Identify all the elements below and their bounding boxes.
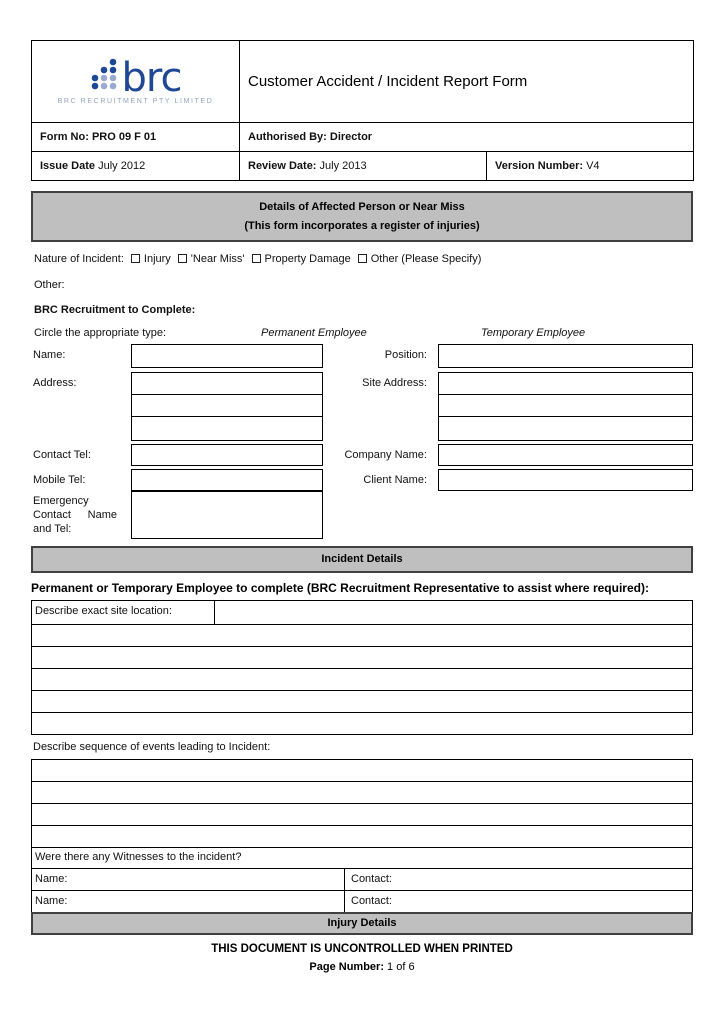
logo-cell bbox=[32, 41, 240, 123]
checkbox-near-miss[interactable] bbox=[178, 254, 187, 263]
checkbox-property-damage[interactable] bbox=[252, 254, 261, 263]
incident-instruction: Permanent or Temporary Employee to complete (BRC Recruitment Representative to assist where required): bbox=[31, 581, 649, 595]
issue-date-label: Issue Date bbox=[40, 160, 96, 172]
report-form-page bbox=[31, 40, 693, 973]
option-near-miss-label: 'Near Miss' bbox=[190, 253, 245, 265]
site-location-line-1[interactable] bbox=[31, 624, 693, 647]
circle-type-row bbox=[31, 325, 693, 341]
sequence-witness-table bbox=[31, 759, 693, 935]
version-number-value: V4 bbox=[586, 160, 600, 172]
authorised-by-label: Authorised By: bbox=[248, 131, 327, 143]
issue-date-cell bbox=[32, 152, 240, 181]
header-table bbox=[31, 40, 694, 181]
option-property-damage-label: Property Damage bbox=[264, 253, 351, 265]
address-input[interactable] bbox=[131, 372, 323, 441]
person-details-fields bbox=[31, 344, 693, 542]
sequence-line-4[interactable] bbox=[31, 825, 693, 848]
option-temporary-employee[interactable]: Temporary Employee bbox=[481, 327, 586, 339]
name-input[interactable] bbox=[131, 344, 323, 368]
witness-row-2 bbox=[31, 890, 693, 913]
affected-person-banner bbox=[31, 191, 693, 242]
witness-2-name-input[interactable]: Name: bbox=[32, 891, 345, 912]
site-address-line-3[interactable] bbox=[439, 417, 692, 438]
emergency-contact-label: Emergency Contact Name and Tel: bbox=[33, 495, 117, 535]
affected-person-banner-line1: Details of Affected Person or Near Miss bbox=[259, 201, 465, 213]
mobile-tel-label: Mobile Tel: bbox=[33, 474, 86, 486]
contact-tel-input[interactable] bbox=[131, 444, 323, 466]
page-number-value: 1 of 6 bbox=[387, 961, 415, 973]
brc-logo bbox=[58, 57, 214, 105]
site-location-table bbox=[31, 600, 693, 735]
site-address-line-2[interactable] bbox=[439, 395, 692, 417]
contact-tel-label: Contact Tel: bbox=[33, 449, 91, 461]
nature-of-incident-row bbox=[31, 251, 693, 267]
review-date-value: July 2013 bbox=[319, 160, 367, 172]
address-line-3[interactable] bbox=[132, 417, 322, 438]
page-footer bbox=[31, 943, 693, 973]
client-name-input[interactable] bbox=[438, 469, 693, 491]
affected-person-banner-line2: (This form incorporates a register of injuries) bbox=[244, 220, 480, 232]
witness-1-contact-input[interactable]: Contact: bbox=[351, 873, 392, 885]
company-name-label: Company Name: bbox=[344, 449, 427, 461]
sequence-line-1[interactable] bbox=[31, 759, 693, 782]
checkbox-other[interactable] bbox=[358, 254, 367, 263]
form-title: Customer Accident / Incident Report Form bbox=[240, 41, 694, 123]
form-no-value: PRO 09 F 01 bbox=[91, 131, 157, 143]
review-date-cell bbox=[240, 152, 487, 181]
site-location-line-5[interactable] bbox=[31, 712, 693, 735]
authorised-by-value: Director bbox=[329, 131, 373, 143]
witness-1-name-input[interactable]: Name: bbox=[32, 869, 345, 890]
version-number-label: Version Number: bbox=[495, 160, 584, 172]
address-line-1[interactable] bbox=[132, 373, 322, 395]
brc-logo-tagline: BRC RECRUITMENT PTY LIMITED bbox=[57, 98, 214, 105]
review-date-label: Review Date: bbox=[248, 160, 317, 172]
injury-details-banner: Injury Details bbox=[31, 912, 693, 935]
brc-logo-dots-icon bbox=[90, 57, 120, 95]
sequence-of-events-label: Describe sequence of events leading to Incident: bbox=[33, 741, 271, 753]
name-label: Name: bbox=[33, 349, 66, 361]
sequence-line-2[interactable] bbox=[31, 781, 693, 804]
site-location-row bbox=[31, 600, 693, 625]
site-address-line-1[interactable] bbox=[439, 373, 692, 395]
witness-2-contact-input[interactable]: Contact: bbox=[351, 895, 392, 907]
witness-row-1 bbox=[31, 868, 693, 891]
nature-of-incident-label: Nature of Incident: bbox=[34, 253, 124, 265]
mobile-tel-input[interactable] bbox=[131, 469, 323, 491]
brc-to-complete-heading: BRC Recruitment to Complete: bbox=[34, 304, 196, 316]
address-label: Address: bbox=[33, 377, 77, 389]
option-permanent-employee[interactable]: Permanent Employee bbox=[261, 327, 367, 339]
version-number-cell bbox=[487, 152, 694, 181]
site-address-input[interactable] bbox=[438, 372, 693, 441]
page-number-label: Page Number: bbox=[309, 961, 384, 973]
incident-details-banner: Incident Details bbox=[31, 546, 693, 573]
checkbox-injury[interactable] bbox=[131, 254, 140, 263]
emergency-contact-input[interactable] bbox=[131, 491, 323, 539]
uncontrolled-notice: THIS DOCUMENT IS UNCONTROLLED WHEN PRINTED bbox=[211, 943, 513, 955]
site-location-line-4[interactable] bbox=[31, 690, 693, 713]
client-name-label: Client Name: bbox=[363, 474, 427, 486]
circle-type-label: Circle the appropriate type: bbox=[34, 327, 167, 339]
form-no-label: Form No: bbox=[40, 131, 89, 143]
option-injury-label: Injury bbox=[143, 253, 171, 265]
sequence-line-3[interactable] bbox=[31, 803, 693, 826]
page-number-line bbox=[31, 961, 693, 973]
position-input[interactable] bbox=[438, 344, 693, 368]
site-address-label: Site Address: bbox=[362, 377, 427, 389]
position-label: Position: bbox=[384, 349, 427, 361]
company-name-input[interactable] bbox=[438, 444, 693, 466]
site-location-label: Describe exact site location: bbox=[32, 601, 215, 624]
other-specify-line[interactable]: Other: bbox=[34, 279, 65, 291]
option-other-label: Other (Please Specify) bbox=[370, 253, 482, 265]
site-location-line-2[interactable] bbox=[31, 646, 693, 669]
site-location-input[interactable] bbox=[215, 601, 692, 624]
witness-question-row: Were there any Witnesses to the incident? bbox=[31, 847, 693, 869]
address-line-2[interactable] bbox=[132, 395, 322, 417]
site-location-line-3[interactable] bbox=[31, 668, 693, 691]
authorised-by-cell bbox=[240, 123, 694, 152]
brc-logo-wordmark: brc bbox=[121, 55, 182, 101]
issue-date-value: July 2012 bbox=[98, 160, 146, 172]
form-no-cell bbox=[32, 123, 240, 152]
